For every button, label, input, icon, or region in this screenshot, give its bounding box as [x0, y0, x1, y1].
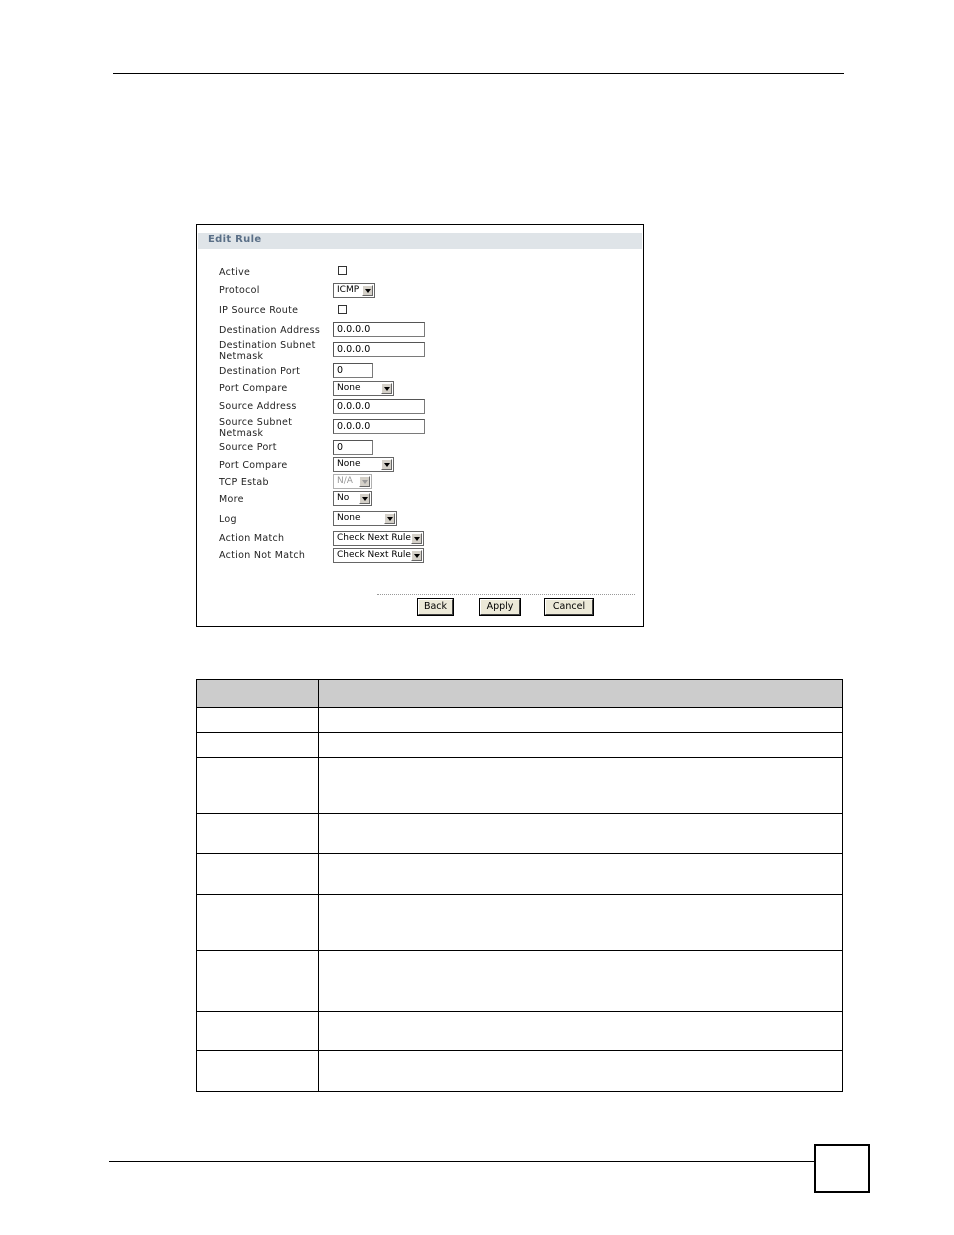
log-label: Log — [219, 514, 237, 525]
source-address-label: Source Address — [219, 401, 297, 412]
table-row — [197, 895, 843, 951]
page-number-box — [814, 1144, 870, 1193]
chevron-down-icon — [384, 513, 395, 524]
source-subnet-label-line2: Netmask — [219, 428, 264, 439]
action-not-match-label: Action Not Match — [219, 550, 306, 561]
edit-rule-screen — [196, 224, 644, 627]
table-row — [197, 708, 843, 733]
table-row — [197, 814, 843, 854]
tcp-estab-value: N/A — [337, 476, 353, 486]
apply-button[interactable]: Apply — [480, 599, 520, 615]
source-port-compare-value: None — [337, 459, 361, 469]
active-checkbox[interactable] — [338, 266, 347, 275]
active-label: Active — [219, 267, 251, 278]
table-row — [197, 854, 843, 895]
source-port-compare-label: Port Compare — [219, 460, 288, 471]
footer-rule — [109, 1161, 814, 1162]
destination-port-input[interactable]: 0 — [333, 363, 373, 378]
protocol-value: ICMP — [337, 285, 360, 295]
header-rule — [113, 73, 844, 74]
destination-address-label: Destination Address — [219, 325, 321, 336]
destination-address-input[interactable]: 0.0.0.0 — [333, 322, 425, 337]
table-row — [197, 951, 843, 1012]
source-port-compare-select[interactable] — [333, 457, 394, 472]
destination-port-compare-label: Port Compare — [219, 383, 288, 394]
destination-port-compare-select[interactable] — [333, 381, 394, 396]
action-match-select[interactable] — [333, 531, 424, 546]
destination-port-label: Destination Port — [219, 366, 301, 377]
chevron-down-icon — [359, 476, 370, 487]
table-row — [197, 733, 843, 758]
source-subnet-netmask-input[interactable]: 0.0.0.0 — [333, 419, 425, 434]
log-value: None — [337, 513, 361, 523]
chevron-down-icon — [381, 383, 392, 394]
panel-title: Edit Rule — [208, 234, 262, 245]
cancel-button[interactable]: Cancel — [545, 599, 593, 615]
source-subnet-label-line1: Source Subnet — [219, 417, 293, 428]
more-select[interactable] — [333, 491, 372, 506]
table-row — [197, 1012, 843, 1051]
log-select[interactable] — [333, 511, 397, 526]
table-row — [197, 1051, 843, 1092]
destination-subnet-label-line2: Netmask — [219, 351, 264, 362]
chevron-down-icon — [362, 285, 373, 296]
tcp-estab-select[interactable] — [333, 474, 372, 489]
source-address-input[interactable]: 0.0.0.0 — [333, 399, 425, 414]
more-label: More — [219, 494, 244, 505]
protocol-select[interactable] — [333, 283, 375, 298]
source-port-input[interactable]: 0 — [333, 440, 373, 455]
tcp-estab-label: TCP Estab — [219, 477, 269, 488]
chevron-down-icon — [411, 533, 422, 544]
action-not-match-select[interactable] — [333, 548, 424, 563]
ip-source-route-label: IP Source Route — [219, 305, 299, 316]
table-row — [197, 758, 843, 814]
chevron-down-icon — [381, 459, 392, 470]
chevron-down-icon — [411, 550, 422, 561]
action-match-label: Action Match — [219, 533, 285, 544]
panel-header — [198, 233, 642, 249]
destination-port-compare-value: None — [337, 383, 361, 393]
destination-subnet-label-line1: Destination Subnet — [219, 340, 316, 351]
ip-source-route-checkbox[interactable] — [338, 305, 347, 314]
button-divider — [377, 594, 635, 595]
source-port-label: Source Port — [219, 442, 277, 453]
back-button[interactable]: Back — [418, 599, 453, 615]
field-description-table — [196, 679, 843, 1092]
protocol-label: Protocol — [219, 285, 260, 296]
action-not-match-value: Check Next Rule — [337, 550, 411, 560]
table-header-row — [197, 680, 843, 708]
more-value: No — [337, 493, 350, 503]
action-match-value: Check Next Rule — [337, 533, 411, 543]
chevron-down-icon — [359, 493, 370, 504]
destination-subnet-netmask-input[interactable]: 0.0.0.0 — [333, 342, 425, 357]
